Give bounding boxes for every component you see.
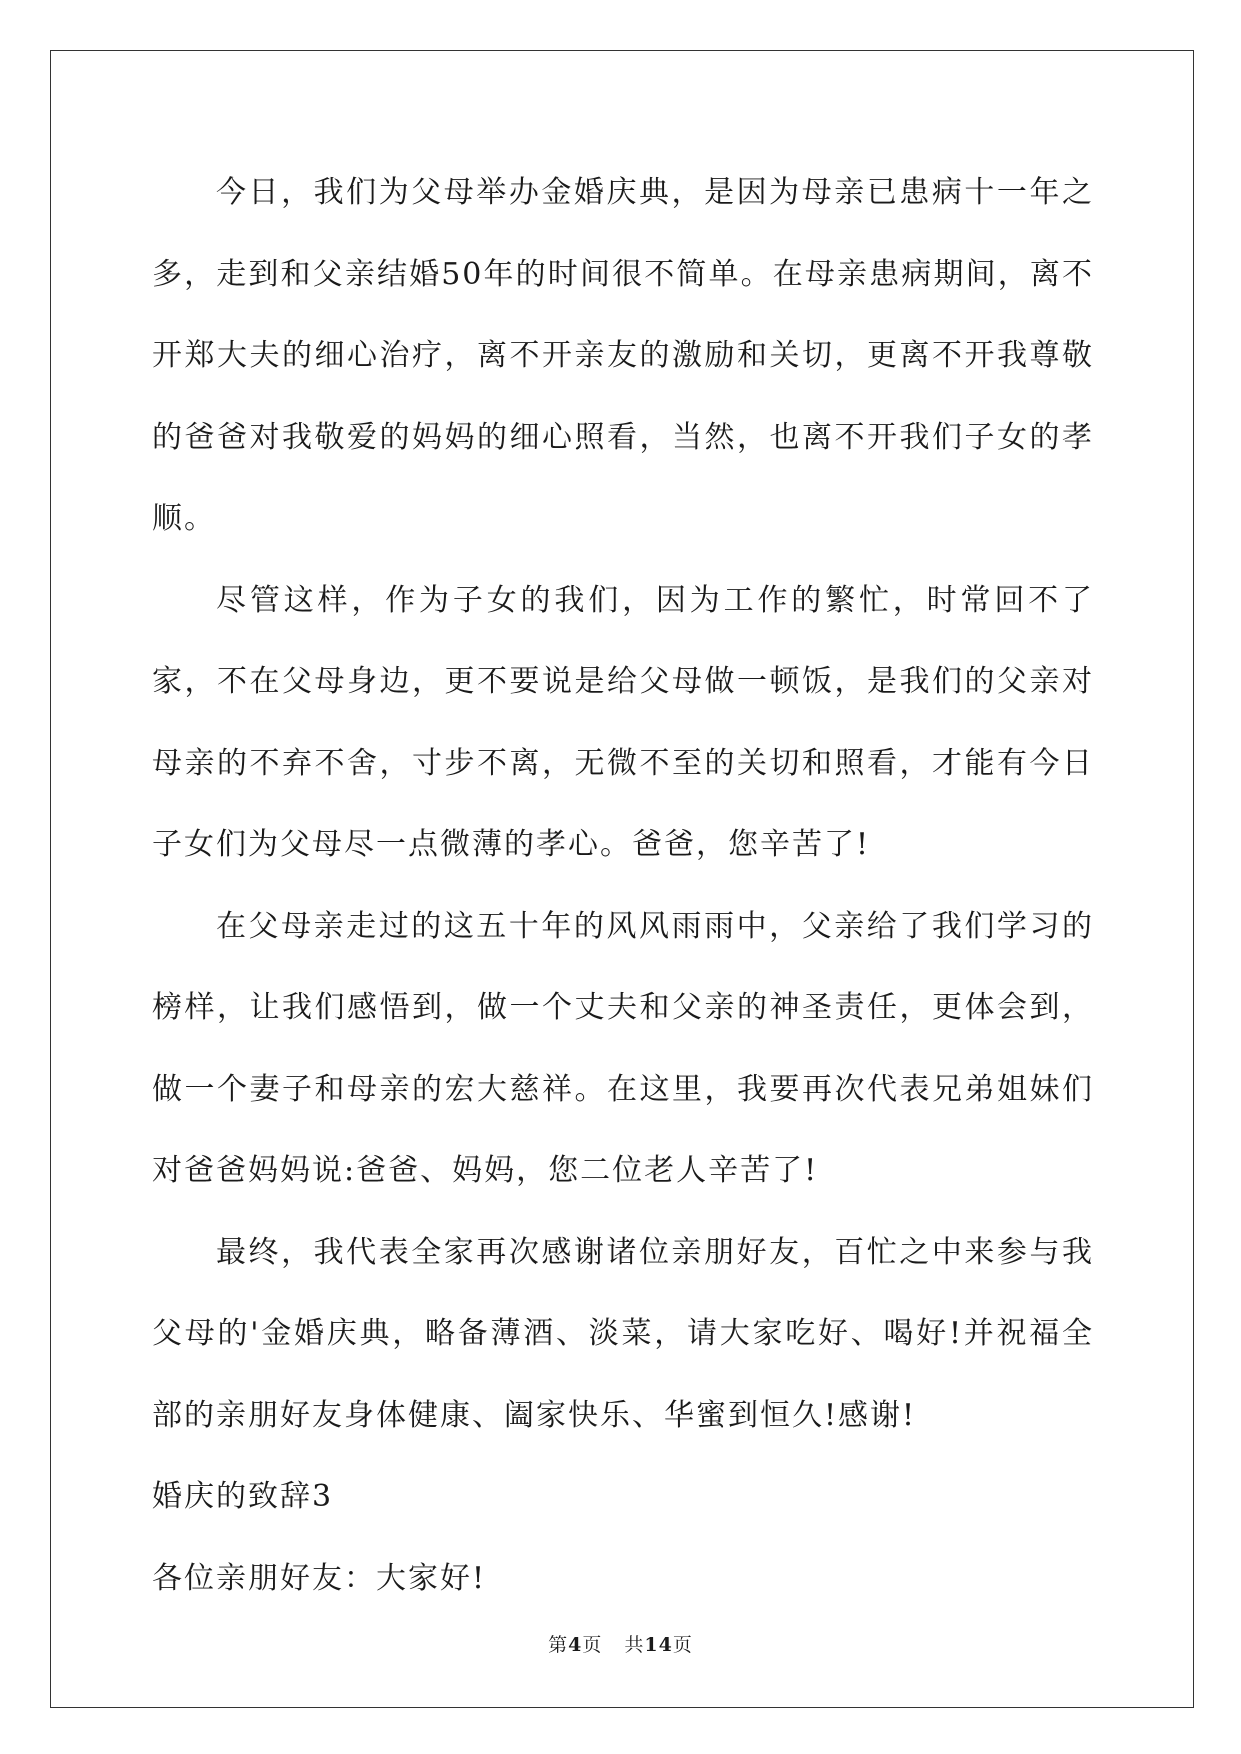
footer-total-label: 页 (672, 1634, 693, 1656)
greeting: 各位亲朋好友：大家好! (152, 1560, 487, 1596)
footer-page-label: 页 (582, 1634, 603, 1656)
paragraph-3: 在父母亲走过的这五十年的风风雨雨中，父亲给了我们学习的榜样，让我们感悟到，做一个丈夫和父亲的神圣责任，更体会到，做一个妻子和母亲的宏大慈祥。在这里，我要再次代表兄弟姐妹们对爸爸妈妈说:爸爸、妈妈，您二位老人辛苦了! (152, 908, 1094, 1188)
section-title: 婚庆的致辞3 (152, 1479, 334, 1514)
paragraph-4: 最终，我代表全家再次感谢诸位亲朋好友，百忙之中来参与我父母的'金婚庆典，略备薄酒、淡菜，请大家吃好、喝好!并祝福全部的亲朋好友身体健康、阖家快乐、华蜜到恒久!感谢! (152, 1234, 1094, 1433)
page-footer (0, 1630, 1241, 1657)
footer-prefix: 第 (548, 1634, 569, 1656)
total-page-number: 14 (644, 1634, 673, 1656)
current-page-number: 4 (568, 1634, 583, 1656)
document-body (152, 152, 1094, 1619)
footer-total-prefix: 共 (624, 1634, 645, 1656)
paragraph-2: 尽管这样，作为子女的我们，因为工作的繁忙，时常回不了家，不在父母身边，更不要说是给父母做一顿饭，是我们的父亲对母亲的不弃不舍，寸步不离，无微不至的关切和照看，才能有今日子女们为父母尽一点微薄的孝心。爸爸，您辛苦了! (152, 582, 1094, 862)
paragraph-1: 今日，我们为父母举办金婚庆典，是因为母亲已患病十一年之多，走到和父亲结婚50年的时间很不简单。在母亲患病期间，离不开郑大夫的细心治疗，离不开亲友的激励和关切，更离不开我尊敬的爸爸对我敬爱的妈妈的细心照看，当然，也离不开我们子女的孝顺。 (152, 175, 1094, 536)
